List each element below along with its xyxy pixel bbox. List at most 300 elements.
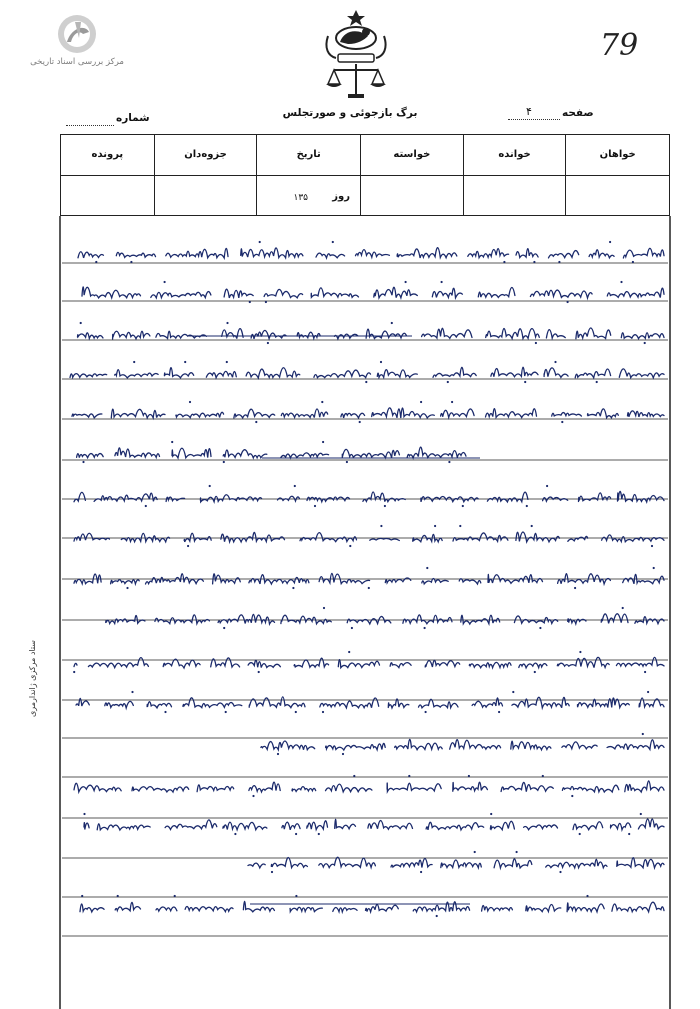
handwriting-word — [621, 333, 664, 339]
handwriting-dot — [145, 505, 147, 507]
side-note-text: ستاد مرکزی ژاندارمری — [28, 640, 37, 717]
handwriting-word — [106, 616, 145, 624]
handwriting-word — [639, 698, 664, 707]
handwriting-word — [635, 617, 664, 624]
handwriting-word — [543, 497, 568, 501]
handwriting-dot — [295, 895, 297, 897]
handwriting-dot — [512, 691, 514, 693]
handwriting-dot — [436, 915, 438, 917]
handwriting-word — [619, 369, 664, 378]
handwriting-dot — [80, 322, 82, 324]
handwriting-word — [249, 782, 280, 792]
handwriting-word — [552, 413, 582, 417]
handwriting-word — [342, 449, 399, 457]
handwriting-word — [97, 824, 150, 830]
handwriting-word — [164, 368, 193, 378]
handwriting-word — [184, 533, 211, 542]
handwriting-dot — [252, 795, 254, 797]
handwriting-dot — [498, 711, 500, 713]
handwriting-word — [206, 371, 236, 377]
handwriting-dot — [255, 421, 257, 423]
handwriting-dot — [526, 505, 528, 507]
handwriting-dot — [554, 361, 556, 363]
number-label: شماره — [116, 112, 150, 124]
handwriting-word — [249, 697, 305, 708]
handwriting-word — [261, 741, 315, 750]
handwriting-word — [459, 579, 481, 584]
handwriting-word — [111, 580, 140, 584]
handwriting-dot — [346, 461, 348, 463]
handwriting-word — [368, 821, 413, 830]
handwriting-dot — [596, 381, 598, 383]
handwriting-word — [74, 574, 101, 584]
handwriting-word — [478, 287, 515, 297]
handwriting-dot — [130, 261, 132, 263]
handwriting-word — [213, 574, 241, 584]
handwriting-word — [290, 907, 322, 911]
handwriting-dot — [295, 833, 297, 835]
handwriting-dot — [434, 525, 436, 527]
handwriting-dot — [539, 627, 541, 629]
handwriting-word — [70, 374, 107, 378]
handwriting-word — [223, 822, 267, 830]
handwriting-dot — [258, 671, 260, 673]
handwriting-word — [77, 454, 104, 458]
handwriting-dot — [164, 281, 166, 283]
handwriting-word — [74, 492, 85, 501]
handwriting-word — [200, 495, 261, 502]
handwriting-word — [511, 741, 551, 750]
handwriting-dot — [131, 691, 133, 693]
handwriting-word — [432, 288, 462, 298]
handwriting-word — [234, 409, 275, 418]
handwriting-word — [172, 448, 211, 458]
handwriting-word — [307, 497, 350, 502]
handwriting-dot — [223, 627, 225, 629]
handwriting-dot — [323, 607, 325, 609]
handwriting-word — [403, 615, 452, 624]
handwriting-word — [319, 573, 370, 583]
handwriting-word — [453, 533, 508, 541]
handwriting-word — [617, 858, 664, 868]
handwriting-word — [628, 411, 665, 417]
handwriting-dot — [644, 671, 646, 673]
handwriting-dot — [420, 871, 422, 873]
handwriting-dot — [133, 361, 135, 363]
handwriting-dot — [535, 342, 537, 344]
header-label: خواسته — [393, 149, 431, 160]
handwriting-word — [388, 699, 409, 708]
handwriting-dot — [226, 361, 228, 363]
handwriting-dot — [420, 401, 422, 403]
handwriting-word — [567, 903, 604, 912]
handwriting-dot — [516, 851, 518, 853]
handwriting-dot — [223, 461, 225, 463]
handwriting-word — [546, 330, 565, 338]
handwriting-dot — [653, 567, 655, 569]
handwriting-word — [374, 287, 418, 297]
handwriting-word — [623, 574, 664, 583]
handwriting-dot — [265, 301, 267, 303]
handwriting-dot — [474, 851, 476, 853]
handwriting-dot — [503, 261, 505, 263]
handwriting-word — [224, 289, 253, 298]
handwriting-word — [397, 248, 457, 258]
handwriting-dot — [644, 342, 646, 344]
handwriting-word — [163, 659, 200, 668]
handwriting-dot — [184, 361, 186, 363]
handwriting-word — [366, 904, 399, 911]
handwriting-word — [211, 658, 240, 667]
handwriting-word — [576, 328, 611, 339]
handwriting-word — [407, 447, 466, 458]
handwriting-word — [589, 250, 614, 258]
date-year: ۱۳۵ — [293, 193, 309, 203]
handwriting-dot — [267, 342, 269, 344]
handwriting-word — [419, 699, 459, 707]
handwriting-word — [372, 408, 435, 418]
handwriting-dot — [353, 775, 355, 777]
handwriting-word — [80, 904, 104, 912]
handwriting-word — [84, 823, 89, 830]
handwriting-dot — [351, 627, 353, 629]
handwriting-dot — [249, 301, 251, 303]
handwriting-dot — [368, 587, 370, 589]
handwriting-dot — [359, 421, 361, 423]
handwriting-word — [311, 288, 358, 297]
handwriting-word — [562, 742, 597, 749]
handwriting-word — [319, 857, 376, 867]
handwriting-word — [281, 453, 329, 458]
handwriting-word — [183, 698, 242, 708]
handwriting-word — [562, 785, 618, 792]
handwriting-word — [74, 663, 77, 666]
handwriting-word — [557, 657, 609, 667]
handwriting-word — [488, 574, 543, 583]
handwriting-word — [482, 906, 513, 912]
handwriting-dot — [187, 545, 189, 547]
handwriting-word — [611, 823, 631, 830]
handwriting-word — [165, 820, 217, 830]
handwriting-dot — [321, 401, 323, 403]
handwriting-word — [472, 698, 502, 707]
handwriting-word — [241, 248, 303, 258]
handwriting-word — [218, 614, 274, 624]
handwriting-word — [243, 901, 274, 911]
handwriting-word — [115, 902, 140, 910]
handwriting-dot — [647, 691, 649, 693]
handwriting-word — [78, 252, 103, 258]
handwriting-dot — [642, 733, 644, 735]
handwriting-dot — [632, 261, 634, 263]
handwriting-word — [223, 450, 267, 458]
handwriting-word — [115, 370, 159, 378]
handwriting-word — [575, 369, 610, 378]
form-title: برگ بازجوئی و صورتجلس — [282, 107, 418, 119]
handwriting-word — [519, 663, 547, 668]
handwriting-dot — [189, 401, 191, 403]
handwriting-word — [638, 819, 664, 829]
handwriting-word — [249, 575, 309, 584]
handwriting-dot — [171, 441, 173, 443]
header-label: جزوه‌دان — [184, 149, 227, 160]
handwriting-word — [490, 821, 514, 829]
handwriting-dot — [83, 813, 85, 815]
handwriting-word — [422, 328, 472, 338]
handwriting-dot — [322, 441, 324, 443]
handwriting-dot — [424, 627, 426, 629]
handwriting-dot — [451, 401, 453, 403]
handwriting-word — [356, 250, 390, 258]
header-label: خوانده — [498, 149, 531, 160]
handwriting-word — [390, 663, 411, 668]
handwriting-word — [426, 822, 484, 830]
handwriting-word — [363, 492, 405, 502]
handwriting-word — [105, 701, 134, 708]
handwriting-word — [155, 615, 210, 624]
handwriting-word — [116, 252, 155, 257]
handwriting-word — [347, 616, 391, 623]
handwriting-word — [601, 614, 628, 624]
handwriting-word — [341, 413, 365, 418]
handwriting-word — [333, 908, 357, 912]
handwriting-word — [395, 739, 443, 749]
handwriting-word — [166, 497, 185, 501]
handwriting-word — [516, 249, 538, 258]
handwriting-word — [544, 368, 568, 378]
handwriting-word — [166, 248, 228, 258]
handwriting-dot — [322, 711, 324, 713]
handwriting-dot — [209, 485, 211, 487]
handwriting-dot — [459, 525, 461, 527]
handwriting-word — [248, 863, 265, 868]
handwriting-dot — [294, 485, 296, 487]
handwriting-word — [486, 409, 537, 418]
handwriting-word — [370, 538, 400, 540]
header-label: تاریخ — [296, 149, 321, 160]
handwriting-word — [579, 493, 611, 502]
page-number: 79 — [600, 28, 639, 63]
handwriting-word — [546, 859, 607, 867]
sheet-value: ۴ — [526, 105, 532, 118]
handwriting-word — [326, 784, 372, 792]
handwriting-dot — [164, 711, 166, 713]
handwriting-dot — [558, 261, 560, 263]
handwriting-word — [314, 370, 371, 378]
handwriting-word — [72, 414, 102, 418]
handwriting-dot — [349, 545, 351, 547]
handwriting-word — [338, 660, 379, 668]
handwriting-dot — [380, 361, 382, 363]
handwriting-word — [246, 368, 300, 378]
handwriting-dot — [332, 241, 334, 243]
handwriting-dot — [468, 775, 470, 777]
handwriting-word — [618, 491, 665, 502]
handwriting-dot — [622, 607, 624, 609]
handwriting-word — [185, 907, 233, 912]
handwriting-word — [450, 740, 501, 750]
handwriting-dot — [271, 871, 273, 873]
handwriting-word — [115, 448, 160, 457]
handwriting-dot — [292, 587, 294, 589]
handwriting-dot — [295, 711, 297, 713]
handwriting-dot — [640, 813, 642, 815]
handwriting-word — [111, 409, 165, 418]
handwriting-dot — [225, 711, 227, 713]
handwriting-dot — [534, 671, 536, 673]
handwriting-dot — [277, 753, 279, 755]
handwriting-word — [526, 905, 561, 912]
handwriting-dot — [542, 775, 544, 777]
handwriting-word — [578, 698, 630, 708]
handwriting-word — [413, 902, 469, 912]
handwriting-dot — [579, 651, 581, 653]
handwriting-dot — [226, 322, 228, 324]
handwriting-word — [453, 782, 488, 791]
handwriting-dot — [126, 587, 128, 589]
handwriting-word — [524, 825, 558, 830]
handwriting-dot — [441, 281, 443, 283]
handwriting-word — [88, 658, 148, 668]
handwriting-dot — [524, 381, 526, 383]
handwriting-word — [441, 860, 482, 868]
handwriting-word — [588, 409, 619, 418]
handwriting-word — [292, 787, 316, 792]
handwriting-word — [441, 409, 475, 417]
handwriting-word — [385, 578, 411, 583]
handwriting-dot — [314, 505, 316, 507]
header-label: پرونده — [91, 149, 124, 160]
handwriting-dot — [82, 461, 84, 463]
handwriting-word — [568, 536, 588, 541]
handwriting-word — [94, 493, 157, 501]
handwriting-dot — [405, 281, 407, 283]
handwriting-dot — [448, 461, 450, 463]
handwriting-word — [78, 333, 104, 339]
handwriting-dot — [117, 895, 119, 897]
handwriting-word — [82, 287, 141, 298]
handwriting-word — [487, 492, 528, 502]
handwriting-dot — [426, 567, 428, 569]
date-day-label: روز — [332, 191, 351, 202]
handwriting-dot — [384, 505, 386, 507]
handwriting-word — [176, 412, 224, 417]
handwriting-word — [326, 743, 386, 750]
handwriting-dot — [567, 301, 569, 303]
handwriting-word — [294, 658, 329, 667]
handwriting-word — [147, 702, 171, 708]
handwriting-word — [461, 615, 500, 624]
handwriting-word — [320, 698, 379, 708]
handwriting-word — [468, 249, 509, 258]
handwriting-word — [514, 616, 557, 623]
handwriting-dot — [559, 871, 561, 873]
handwriting-dot — [73, 671, 75, 673]
handwriting-word — [425, 660, 460, 667]
handwriting-word — [146, 574, 204, 584]
handwriting-dot — [95, 261, 97, 263]
handwriting-word — [387, 783, 441, 791]
handwriting-word — [422, 579, 448, 584]
handwriting-word — [625, 781, 664, 792]
handwriting-dot — [586, 895, 588, 897]
handwriting-dot — [620, 281, 622, 283]
handwriting-word — [282, 822, 300, 830]
handwriting-word — [76, 698, 89, 706]
handwriting-word — [278, 496, 300, 501]
handwriting-word — [573, 822, 603, 830]
handwriting-dot — [259, 241, 261, 243]
handwriting-word — [568, 619, 586, 624]
handwriting-dot — [462, 505, 464, 507]
handwriting-dot — [391, 322, 393, 324]
watermark-text: مرکز بررسی اسناد تاریخی — [30, 57, 124, 67]
handwriting-word — [74, 783, 121, 792]
handwriting-word — [264, 289, 303, 297]
handwriting-dot — [380, 525, 382, 527]
handwriting-word — [530, 290, 592, 298]
handwriting-word — [413, 534, 443, 541]
handwriting-word — [433, 367, 476, 377]
handwriting-word — [391, 859, 432, 868]
handwriting-dot — [651, 545, 653, 547]
handwriting-word — [300, 533, 357, 542]
handwriting-word — [616, 657, 664, 666]
handwriting-word — [334, 334, 358, 339]
handwriting-word — [494, 859, 532, 868]
handwriting-word — [74, 533, 109, 541]
handwriting-dot — [348, 651, 350, 653]
handwriting-word — [151, 292, 211, 298]
handwriting-word — [602, 535, 664, 542]
handwriting-word — [156, 907, 177, 911]
handwriting-word — [469, 662, 511, 667]
handwriting-word — [271, 858, 307, 868]
handwriting-dot — [234, 833, 236, 835]
handwriting-word — [281, 409, 327, 417]
handwriting-word — [421, 496, 478, 501]
handwriting-dot — [546, 485, 548, 487]
handwriting-dot — [531, 525, 533, 527]
handwriting-dot — [533, 261, 535, 263]
handwriting-dot — [561, 421, 563, 423]
handwriting-word — [486, 329, 540, 339]
handwriting-dot — [342, 753, 344, 755]
handwriting-word — [607, 288, 664, 297]
handwriting-word — [623, 248, 664, 258]
handwriting-dot — [318, 833, 320, 835]
handwriting-word — [366, 329, 406, 338]
handwriting-dot — [579, 833, 581, 835]
handwriting-word — [156, 331, 207, 338]
handwriting-word — [491, 367, 538, 376]
handwriting-word — [222, 329, 243, 339]
handwriting-dot — [574, 587, 576, 589]
handwriting-word — [316, 253, 345, 258]
handwriting-dot — [81, 895, 83, 897]
handwriting-word — [549, 251, 579, 258]
handwriting-word — [221, 532, 285, 541]
handwriting-word — [612, 902, 664, 912]
handwriting-word — [251, 330, 286, 338]
header-label: خواهان — [599, 149, 636, 160]
handwriting-word — [558, 574, 611, 584]
handwriting-word — [297, 332, 320, 338]
handwriting-word — [377, 370, 417, 378]
handwriting-word — [132, 787, 189, 792]
handwriting-dot — [365, 381, 367, 383]
handwriting-dot — [609, 241, 611, 243]
